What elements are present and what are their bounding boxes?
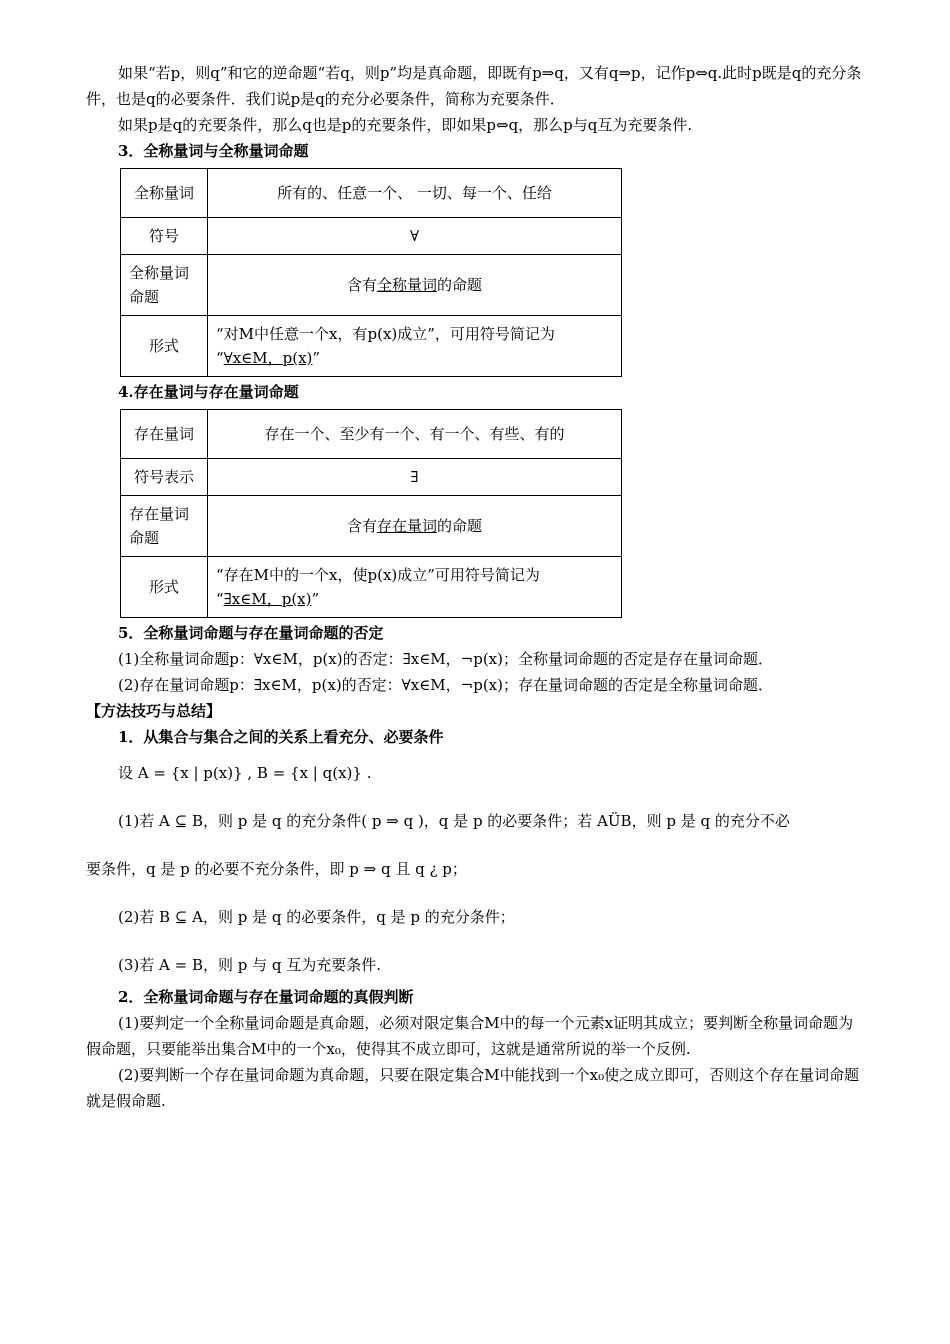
- value-prefix: 含有: [346, 517, 377, 535]
- universal-quantifier-table: [120, 168, 622, 377]
- table-row: [121, 410, 622, 459]
- methods-sub-1-title: 1．从集合与集合之间的关系上看充分、必要条件: [118, 728, 444, 746]
- table-key: 符号表示: [121, 459, 208, 496]
- table-key: 符号: [121, 218, 208, 255]
- table-value: 存在一个、至少有一个、有一个、有些、有的: [208, 410, 622, 459]
- table-value: ∃: [208, 459, 622, 496]
- document-page: [86, 60, 866, 1114]
- table-value: [208, 557, 622, 618]
- section-4-title: 4.存在量词与存在量词命题: [118, 383, 299, 401]
- table-value: [208, 496, 622, 557]
- negation-item-2: (2)存在量词命题p：∃x∈M，p(x)的否定：∀x∈M，¬p(x)；存在量词命题的否定是全称量词命题．: [118, 676, 773, 694]
- table-key: 全称量词: [121, 169, 208, 218]
- table-key: 形式: [121, 316, 208, 377]
- table-row: [121, 496, 622, 557]
- form-line-1: “对M中任意一个x，有p(x)成立”，可用符号简记为: [216, 325, 555, 343]
- value-suffix: 的命题: [437, 517, 483, 535]
- negation-item-1: (1)全称量词命题p：∀x∈M，p(x)的否定：∃x∈M，¬p(x)；全称量词命题的否定是存在量词命题．: [118, 650, 773, 668]
- methods-sub-2-title: 2．全称量词命题与存在量词命题的真假判断: [118, 988, 414, 1006]
- set-definition: 设 A = {x | p(x)} , B = {x | q(x)} .: [118, 764, 372, 782]
- table-value: ∀: [208, 218, 622, 255]
- table-key: 存在量词: [121, 410, 208, 459]
- table-value: [208, 255, 622, 316]
- table-key: 全称量词命题: [121, 255, 208, 316]
- table-row: [121, 255, 622, 316]
- truth-judgment-item-1: (1)要判定一个全称量词命题是真命题，必须对限定集合M中的每一个元素x证明其成立；要判断全称量词命题为假命题，只要能举出集合M中的一个x₀，使得其不成立即可，这就是通常所说的举一个反例.: [86, 1014, 854, 1058]
- value-prefix: 含有: [346, 276, 377, 294]
- truth-judgment-item-2: (2)要判断一个存在量词命题为真命题，只要在限定集合M中能找到一个x₀使之成立即可，否则这个存在量词命题就是假命题.: [86, 1066, 860, 1110]
- value-underlined: 全称量词: [376, 276, 437, 294]
- table-row: [121, 316, 622, 377]
- form-line-2: “∃x∈M，p(x)”: [216, 590, 320, 608]
- table-row: [121, 459, 622, 496]
- table-row: [121, 218, 622, 255]
- set-relation-item-1b: 要条件，q 是 p 的必要不充分条件，即 p ⇒ q 且 q ¿ p；: [86, 860, 467, 878]
- existential-quantifier-table: [120, 409, 622, 618]
- table-value: 所有的、任意一个、 一切、每一个、任给: [208, 169, 622, 218]
- intro-paragraph-2: 如果p是q的充要条件，那么q也是p的充要条件，即如果p⇔q，那么p与q互为充要条件.: [118, 116, 693, 134]
- table-row: [121, 557, 622, 618]
- form-line-1: “存在M中的一个x，使p(x)成立”可用符号简记为: [216, 566, 540, 584]
- section-3-title: 3．全称量词与全称量词命题: [118, 142, 309, 160]
- table-key: 形式: [121, 557, 208, 618]
- set-relation-item-3: (3)若 A = B，则 p 与 q 互为充要条件.: [118, 956, 382, 974]
- set-relation-item-2: (2)若 B ⊆ A，则 p 是 q 的必要条件，q 是 p 的充分条件；: [118, 908, 515, 926]
- table-value: [208, 316, 622, 377]
- table-key: 存在量词命题: [121, 496, 208, 557]
- set-relation-item-1a: (1)若 A ⊆ B，则 p 是 q 的充分条件( p ⇒ q )，q 是 p 的必要条件；若 AÜB，则 p 是 q 的充分不必: [118, 812, 790, 830]
- table-row: [121, 169, 622, 218]
- form-line-2: “∀x∈M，p(x)”: [216, 349, 321, 367]
- intro-paragraph-1: 如果“若p，则q”和它的逆命题“若q，则p”均是真命题，即既有p⇒q，又有q⇒p，记作p⇔q.此时p既是q的充分条件，也是q的必要条件．我们说p是q的充分必要条件，简称为充要条件．: [86, 64, 862, 108]
- section-5-title: 5．全称量词命题与存在量词命题的否定: [118, 624, 384, 642]
- value-underlined: 存在量词: [376, 517, 437, 535]
- value-suffix: 的命题: [437, 276, 483, 294]
- methods-title: 【方法技巧与总结】: [86, 702, 222, 720]
